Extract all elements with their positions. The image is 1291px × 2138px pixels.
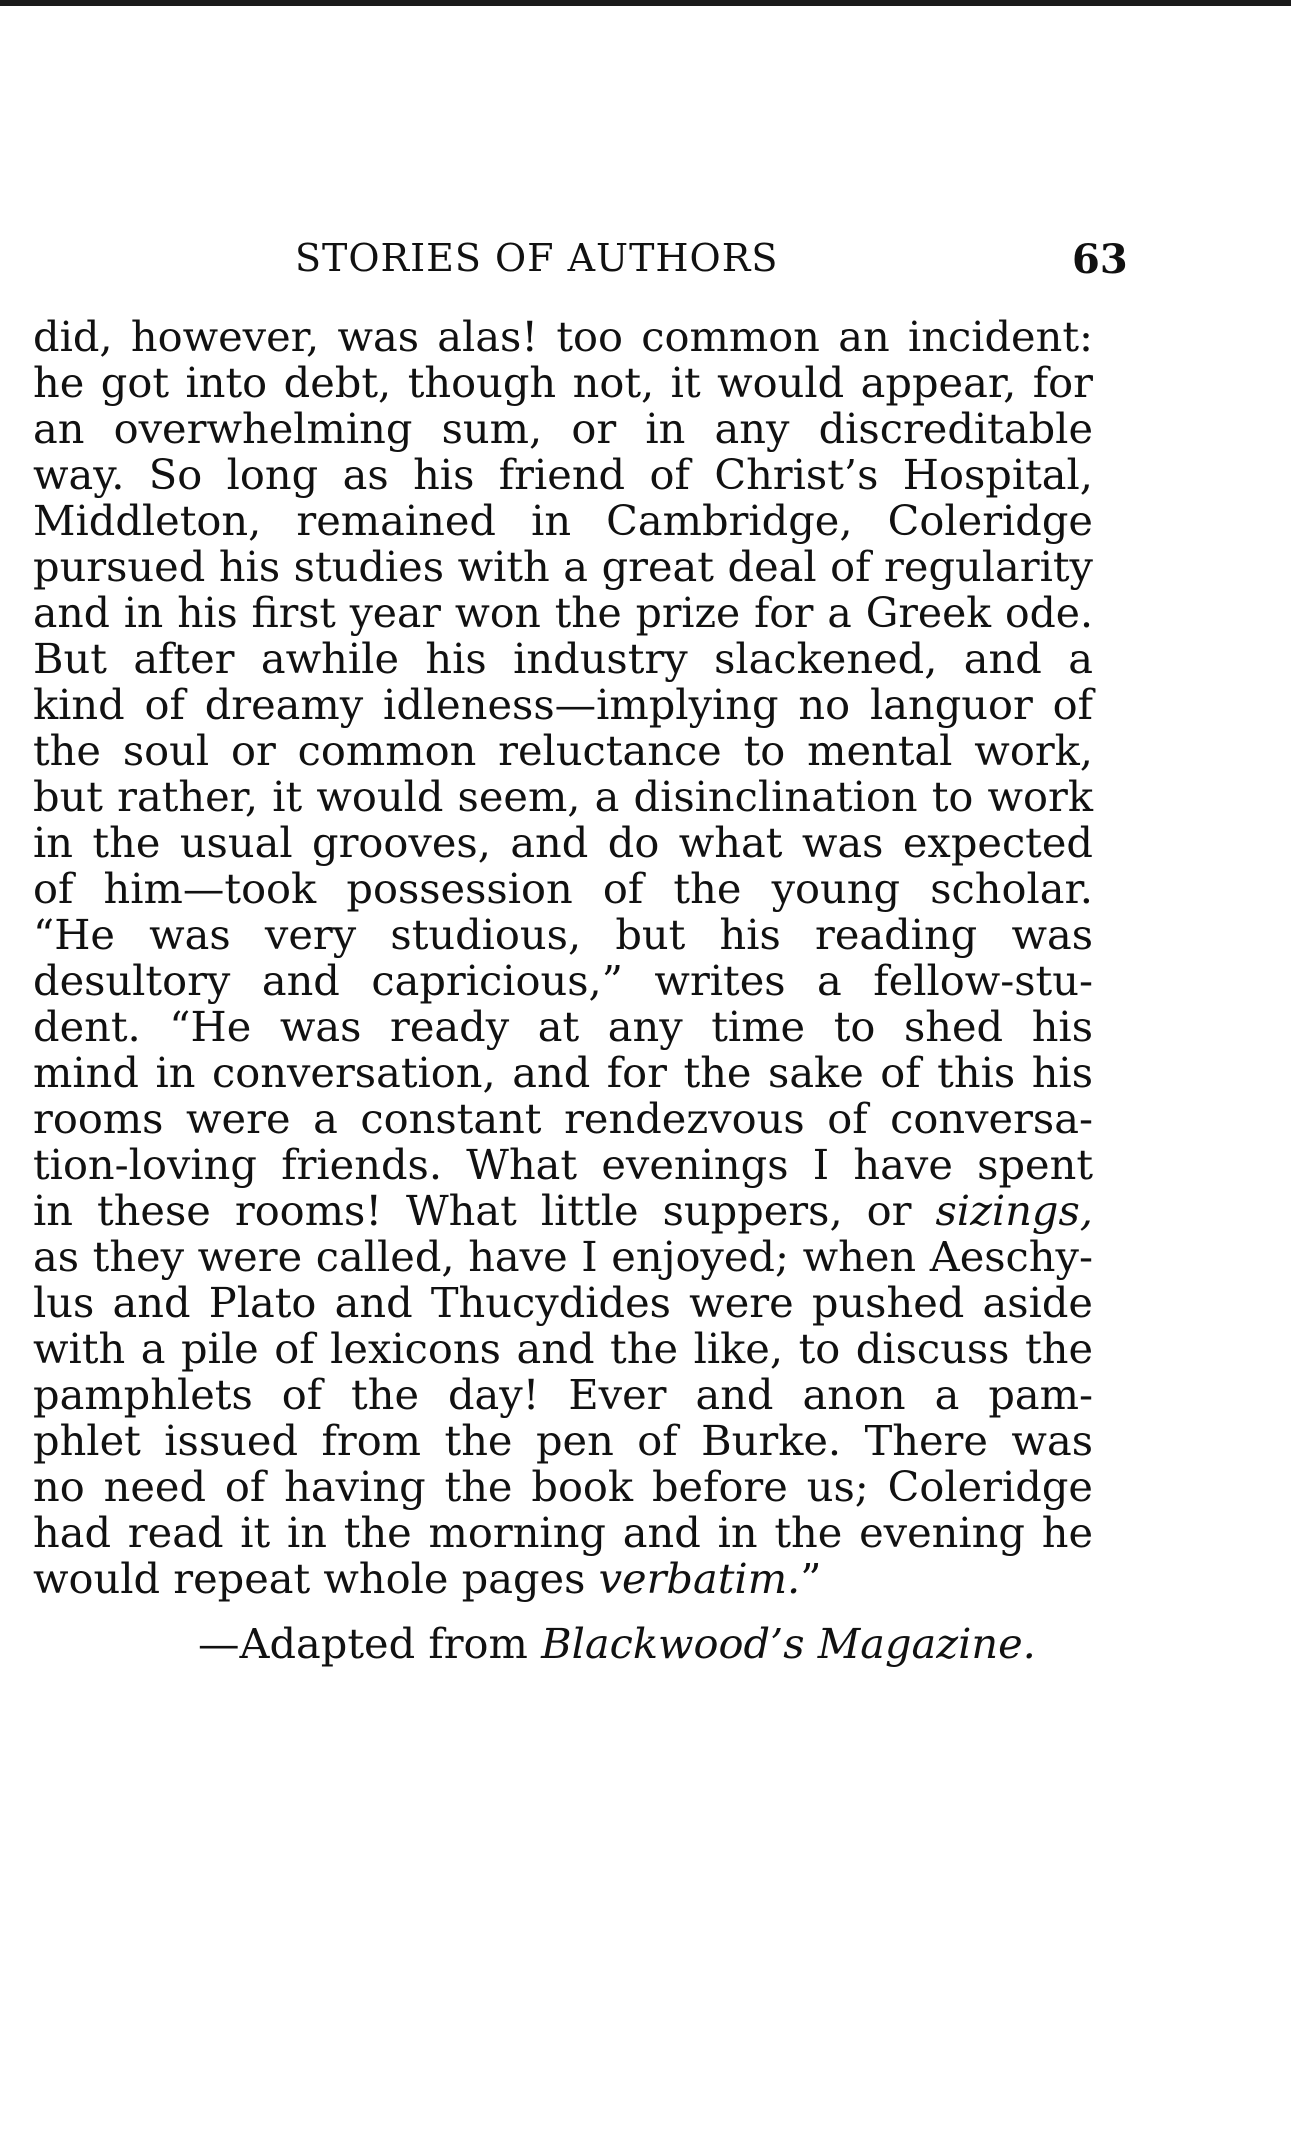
top-rule xyxy=(0,0,1291,6)
text-line: in the usual grooves, and do what was expected xyxy=(33,818,1093,867)
italic-term: verbatim. xyxy=(598,1554,801,1603)
italic-term: sizings, xyxy=(935,1186,1093,1235)
running-title: STORIES OF AUTHORS xyxy=(295,236,779,280)
text-line: but rather, it would seem, a disinclination to work xyxy=(33,772,1093,821)
text-line: pamphlets of the day! Ever and anon a pam- xyxy=(33,1370,1093,1419)
text-line: rooms were a constant rendezvous of conversa- xyxy=(33,1094,1093,1143)
text-line: an overwhelming sum, or in any discreditable xyxy=(33,404,1093,453)
closing-quote: ” xyxy=(800,1554,822,1603)
text-line-last xyxy=(33,1556,1093,1602)
text-line: But after awhile his industry slackened, and a xyxy=(33,634,1093,683)
attribution-source: Blackwood’s Magazine. xyxy=(541,1619,1036,1668)
attribution xyxy=(198,1621,1036,1667)
text-line: mind in conversation, and for the sake of this his xyxy=(33,1048,1093,1097)
text-line: the soul or common reluctance to mental work, xyxy=(33,726,1093,775)
text-line: tion-loving friends. What evenings I have spent xyxy=(33,1140,1093,1189)
text-line: and in his first year won the prize for a Greek ode. xyxy=(33,589,1093,637)
text-line: did, however, was alas! too common an incident: xyxy=(33,312,1093,361)
text-run: would repeat whole pages xyxy=(33,1554,599,1603)
text-line: with a pile of lexicons and the like, to discuss the xyxy=(33,1324,1093,1373)
text-line: phlet issued from the pen of Burke. There was xyxy=(33,1416,1093,1465)
text-line: pursued his studies with a great deal of regularity xyxy=(33,542,1093,591)
text-line: he got into debt, though not, it would appear, for xyxy=(33,358,1093,407)
text-line: of him—took possession of the young scholar. xyxy=(33,864,1093,913)
text-line: lus and Plato and Thucydides were pushed aside xyxy=(33,1278,1093,1327)
attribution-prefix: —Adapted from xyxy=(198,1619,542,1668)
text-run: in these rooms! What little suppers, or xyxy=(33,1186,936,1235)
text-line: way. So long as his friend of Christ’s Hospital, xyxy=(33,450,1093,499)
text-line: kind of dreamy idleness—implying no languor of xyxy=(33,680,1093,729)
body-text xyxy=(33,314,1093,1602)
text-line-sizings xyxy=(33,1188,1093,1234)
text-line: Middleton, remained in Cambridge, Coleridge xyxy=(33,496,1093,545)
text-line: as they were called, have I enjoyed; when Aeschy- xyxy=(33,1232,1093,1281)
text-line: “He was very studious, but his reading was xyxy=(33,910,1093,959)
running-head xyxy=(0,236,1291,286)
text-line: had read it in the morning and in the evening he xyxy=(33,1508,1093,1557)
text-line: no need of having the book before us; Coleridge xyxy=(33,1462,1093,1511)
page-number: 63 xyxy=(1072,236,1128,283)
text-line: dent. “He was ready at any time to shed his xyxy=(33,1002,1093,1051)
text-line: desultory and capricious,” writes a fellow-stu- xyxy=(33,956,1093,1005)
